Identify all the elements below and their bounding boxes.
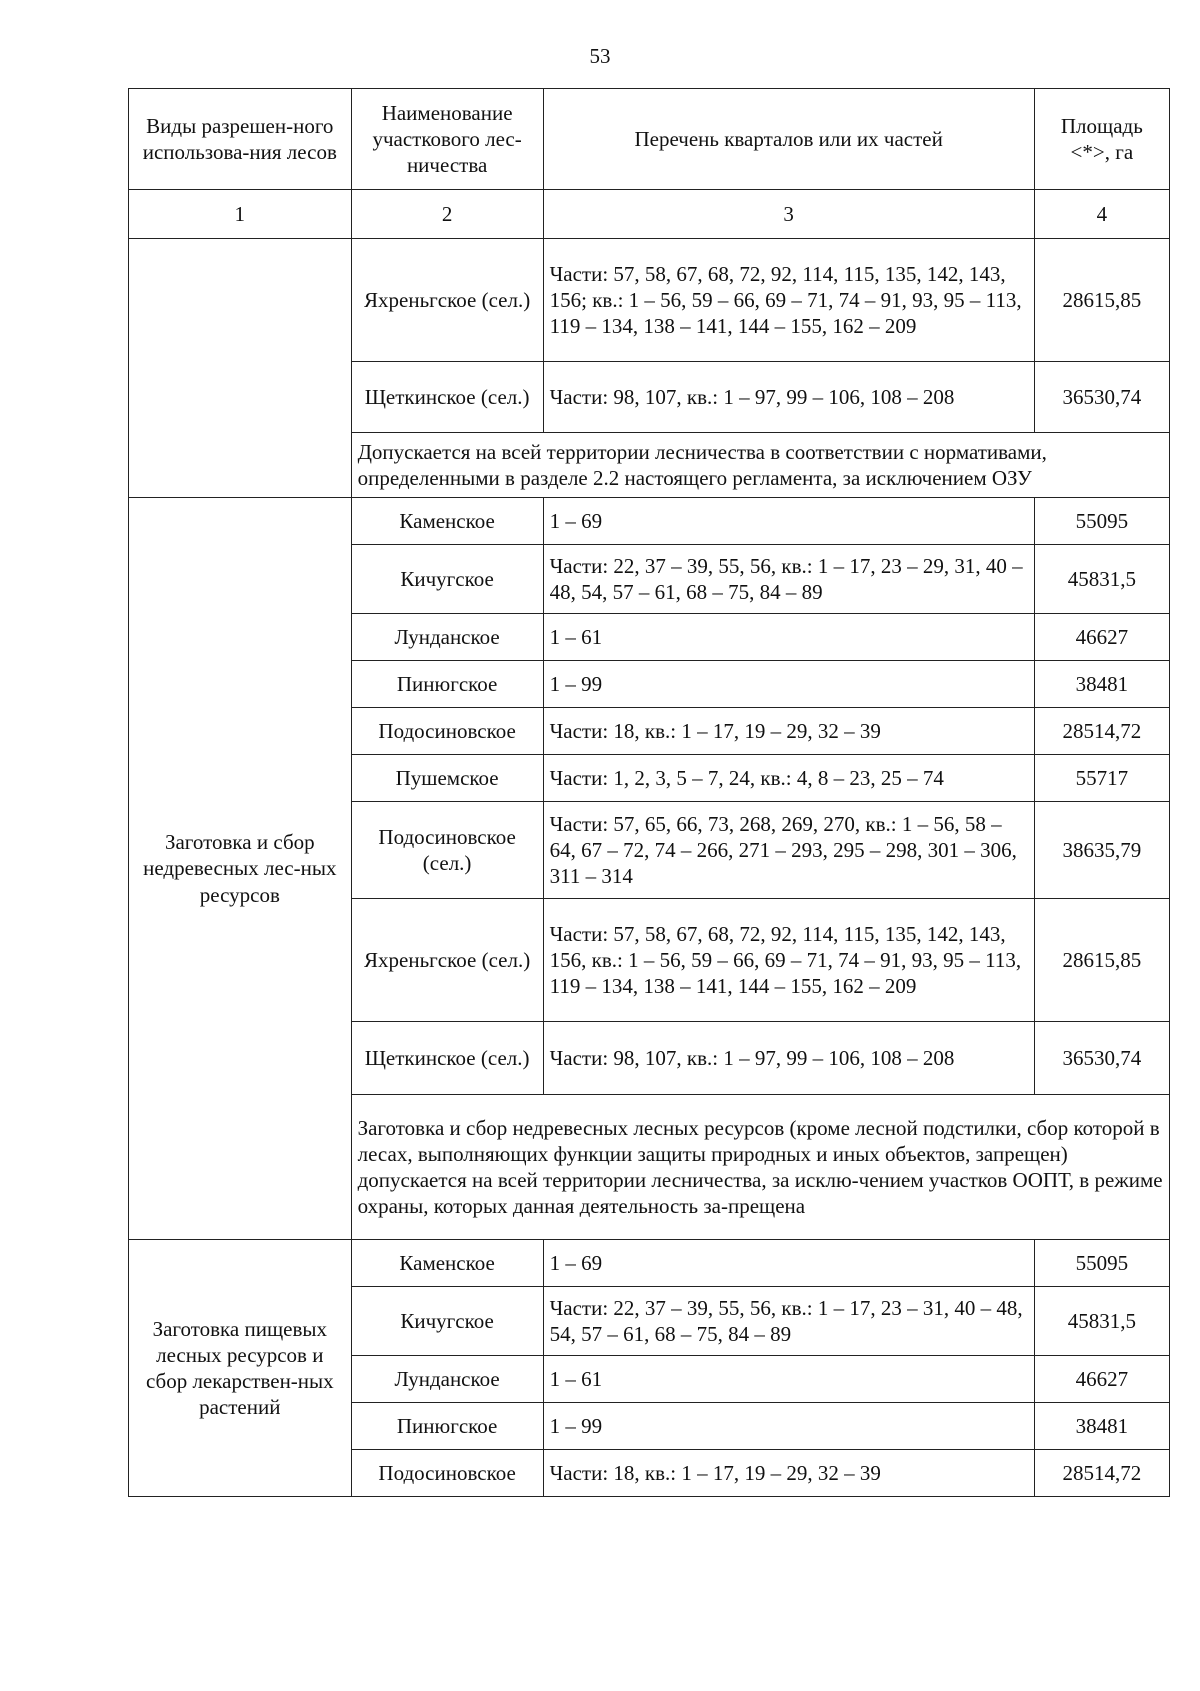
- quarters-list: Части: 22, 37 – 39, 55, 56, кв.: 1 – 17, 23 – 31, 40 – 48, 54, 57 – 61, 68 – 75, 84 – 89: [543, 1287, 1034, 1356]
- quarters-list: Части: 18, кв.: 1 – 17, 19 – 29, 32 – 39: [543, 708, 1034, 755]
- forestry-name: Пинюгское: [351, 661, 543, 708]
- forestry-name: Лунданское: [351, 1356, 543, 1403]
- header-quarters: Перечень кварталов или их частей: [543, 89, 1034, 190]
- area-value: 28514,72: [1034, 1450, 1169, 1497]
- area-value: 36530,74: [1034, 1022, 1169, 1095]
- use-type-label: Заготовка пищевых лесных ресурсов и сбор лекарствен-ных растений: [129, 1240, 352, 1497]
- area-value: 28615,85: [1034, 899, 1169, 1022]
- quarters-list: 1 – 69: [543, 1240, 1034, 1287]
- table-row: [129, 1240, 1170, 1287]
- column-number: 2: [351, 190, 543, 239]
- forestry-name: Каменское: [351, 1240, 543, 1287]
- quarters-list: Части: 57, 58, 67, 68, 72, 92, 114, 115, 135, 142, 143, 156; кв.: 1 – 56, 59 – 66, 69 – 71, 74 – 91, 93, 95 – 113, 119 – 134, 138 – 141, 144 – 155, 162 – 209: [543, 239, 1034, 362]
- area-value: 28514,72: [1034, 708, 1169, 755]
- header-forestry-name: Наименование участкового лес-ничества: [351, 89, 543, 190]
- column-number: 4: [1034, 190, 1169, 239]
- area-value: 38635,79: [1034, 802, 1169, 899]
- area-value: 46627: [1034, 614, 1169, 661]
- section-note: Допускается на всей территории лесничества в соответствии с нормативами, определенными в разделе 2.2 настоящего регламента, за исключением ОЗУ: [351, 433, 1169, 498]
- area-value: 55095: [1034, 498, 1169, 545]
- column-number: 3: [543, 190, 1034, 239]
- area-value: 55095: [1034, 1240, 1169, 1287]
- section-note: Заготовка и сбор недревесных лесных ресурсов (кроме лесной подстилки, сбор которой в лесах, выполняющих функции защиты природных и иных объектов, запрещен) допускается на всей территории лесничества, за исклю-чением участков ООПТ, в режиме охраны, которых данная деятельность за-прещена: [351, 1095, 1169, 1240]
- use-type-label: Заготовка и сбор недревесных лес-ных ресурсов: [129, 498, 352, 1240]
- quarters-list: 1 – 61: [543, 1356, 1034, 1403]
- area-value: 28615,85: [1034, 239, 1169, 362]
- forestry-name: Яхреньгское (сел.): [351, 899, 543, 1022]
- column-number-row: [129, 190, 1170, 239]
- area-value: 38481: [1034, 661, 1169, 708]
- forestry-name: Лунданское: [351, 614, 543, 661]
- forestry-name: Пинюгское: [351, 1403, 543, 1450]
- area-value: 45831,5: [1034, 1287, 1169, 1356]
- forestry-name: Кичугское: [351, 1287, 543, 1356]
- forest-use-table: [128, 88, 1170, 1497]
- quarters-list: Части: 57, 65, 66, 73, 268, 269, 270, кв.: 1 – 56, 58 – 64, 67 – 72, 74 – 266, 271 – 293, 295 – 298, 301 – 306, 311 – 314: [543, 802, 1034, 899]
- forestry-name: Щеткинское (сел.): [351, 362, 543, 433]
- forestry-name: Кичугское: [351, 545, 543, 614]
- quarters-list: 1 – 99: [543, 661, 1034, 708]
- forestry-name: Пушемское: [351, 755, 543, 802]
- use-type-cell-empty: [129, 239, 352, 498]
- quarters-list: 1 – 69: [543, 498, 1034, 545]
- quarters-list: Части: 57, 58, 67, 68, 72, 92, 114, 115, 135, 142, 143, 156, кв.: 1 – 56, 59 – 66, 69 – 71, 74 – 91, 93, 95 – 113, 119 – 134, 138 – 141, 144 – 155, 162 – 209: [543, 899, 1034, 1022]
- quarters-list: Части: 18, кв.: 1 – 17, 19 – 29, 32 – 39: [543, 1450, 1034, 1497]
- forestry-name: Подосиновское: [351, 708, 543, 755]
- area-value: 45831,5: [1034, 545, 1169, 614]
- quarters-list: Части: 98, 107, кв.: 1 – 97, 99 – 106, 108 – 208: [543, 362, 1034, 433]
- quarters-list: 1 – 99: [543, 1403, 1034, 1450]
- column-number: 1: [129, 190, 352, 239]
- area-value: 36530,74: [1034, 362, 1169, 433]
- area-value: 46627: [1034, 1356, 1169, 1403]
- forestry-name: Яхреньгское (сел.): [351, 239, 543, 362]
- quarters-list: Части: 98, 107, кв.: 1 – 97, 99 – 106, 108 – 208: [543, 1022, 1034, 1095]
- header-area: Площадь <*>, га: [1034, 89, 1169, 190]
- table-row: [129, 239, 1170, 362]
- quarters-list: 1 – 61: [543, 614, 1034, 661]
- page-number: 53: [589, 44, 611, 68]
- quarters-list: Части: 1, 2, 3, 5 – 7, 24, кв.: 4, 8 – 23, 25 – 74: [543, 755, 1034, 802]
- header-row: [129, 89, 1170, 190]
- area-value: 55717: [1034, 755, 1169, 802]
- forestry-name: Каменское: [351, 498, 543, 545]
- header-use-type: Виды разрешен-ного использова-ния лесов: [129, 89, 352, 190]
- forestry-name: Подосиновское (сел.): [351, 802, 543, 899]
- forestry-name: Щеткинское (сел.): [351, 1022, 543, 1095]
- quarters-list: Части: 22, 37 – 39, 55, 56, кв.: 1 – 17, 23 – 29, 31, 40 – 48, 54, 57 – 61, 68 – 75, 84 – 89: [543, 545, 1034, 614]
- area-value: 38481: [1034, 1403, 1169, 1450]
- table-row: [129, 498, 1170, 545]
- forestry-name: Подосиновское: [351, 1450, 543, 1497]
